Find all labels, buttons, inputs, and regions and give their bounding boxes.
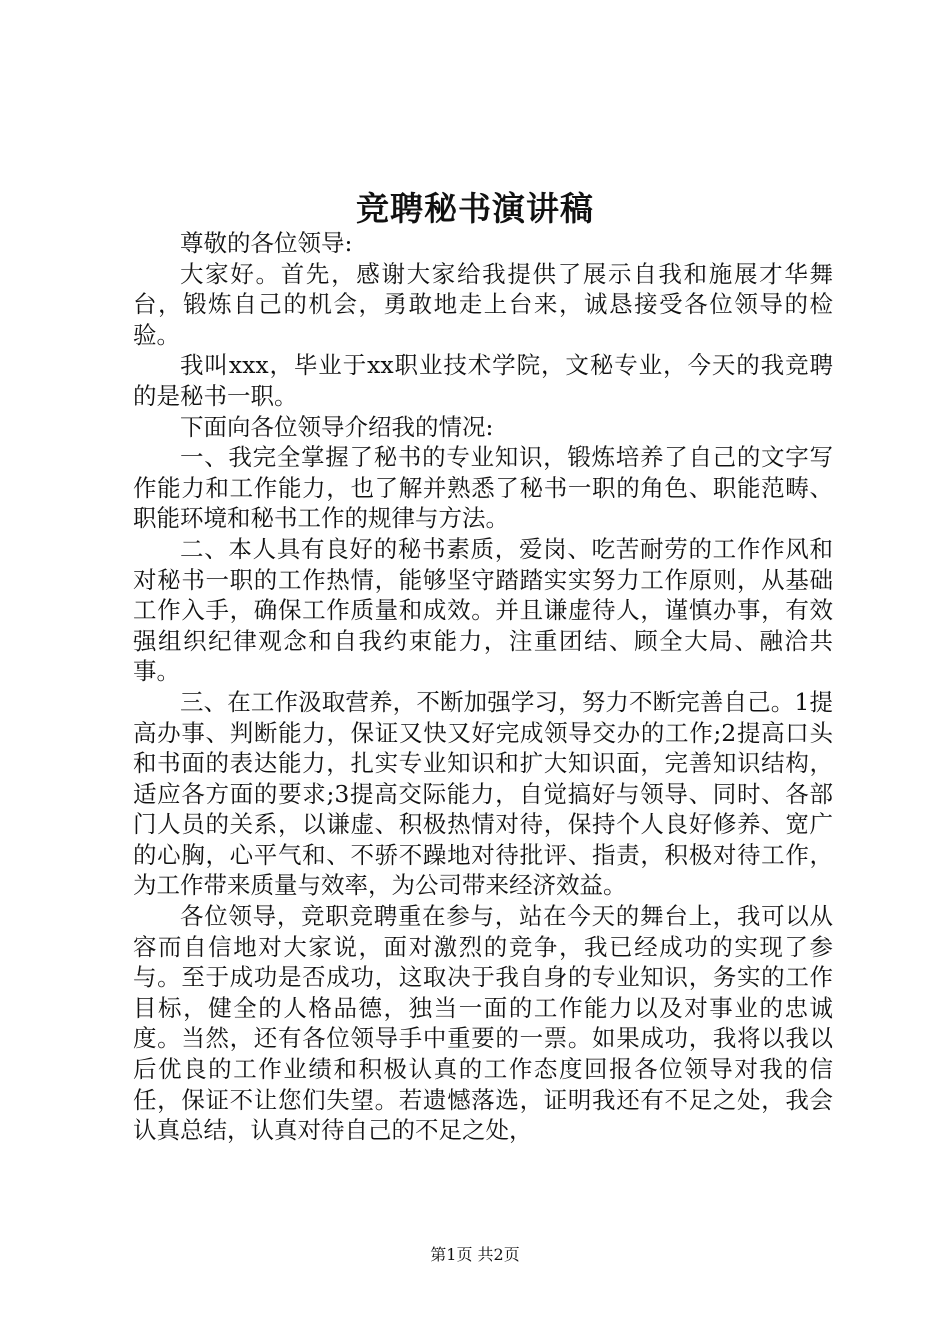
- paragraph-situation-lead: 下面向各位领导介绍我的情况:: [180, 412, 494, 441]
- paragraph-self-intro: 我叫xxx，毕业于xx职业技术学院，文秘专业，今天的我竞聘的是秘书一职。: [133, 351, 833, 410]
- page-title: 竞聘秘书演讲稿: [356, 189, 594, 228]
- page-footer: 第1页 共2页: [430, 1245, 520, 1264]
- paragraph-closing: 各位领导，竞职竞聘重在参与，站在今天的舞台上，我可以从容而自信地对大家说，面对激烈的竞争，我已经成功的实现了参与。至于成功是否成功，这取决于我自身的专业知识，务实的工作目标，健全的人格品德，独当一面的工作能力以及对事业的忠诚度。当然，还有各位领导手中重要的一票。如果成功，我将以我以后优良的工作业绩和积极认真的工作态度回报各位领导对我的信任，保证不让您们失望。若遗憾落选，证明我还有不足之处，我会认真总结，认真对待自己的不足之处，: [133, 902, 833, 1145]
- paragraph-greeting: 大家好。首先，感谢大家给我提供了展示自我和施展才华舞台，锻炼自己的机会，勇敢地走上台来，诚恳接受各位领导的检验。: [133, 259, 833, 349]
- paragraph-salutation: 尊敬的各位领导:: [180, 229, 353, 257]
- paragraph-point-one: 一、我完全掌握了秘书的专业知识，锻炼培养了自己的文字写作能力和工作能力，也了解并熟悉了秘书一职的角色、职能范畴、职能环境和秘书工作的规律与方法。: [133, 443, 833, 533]
- paragraph-point-two: 二、本人具有良好的秘书素质，爱岗、吃苦耐劳的工作作风和对秘书一职的工作热情，能够坚守踏踏实实努力工作原则，从基础工作入手，确保工作质量和成效。并且谦虚待人，谨慎办事，有效强组织纪律观念和自我约束能力，注重团结、顾全大局、融洽共事。: [133, 534, 833, 686]
- paragraph-point-three: 三、在工作汲取营养，不断加强学习，努力不断完善自己。1提高办事、判断能力，保证又快又好完成领导交办的工作;2提高口头和书面的表达能力，扎实专业知识和扩大知识面，完善知识结构，适应各方面的要求;3提高交际能力，自觉搞好与领导、同时、各部门人员的关系，以谦虚、积极热情对待，保持个人良好修养、宽广的心胸，心平气和、不骄不躁地对待批评、指责，积极对待工作，为工作带来质量与效率，为公司带来经济效益。: [133, 687, 833, 900]
- document-body: [133, 228, 833, 1146]
